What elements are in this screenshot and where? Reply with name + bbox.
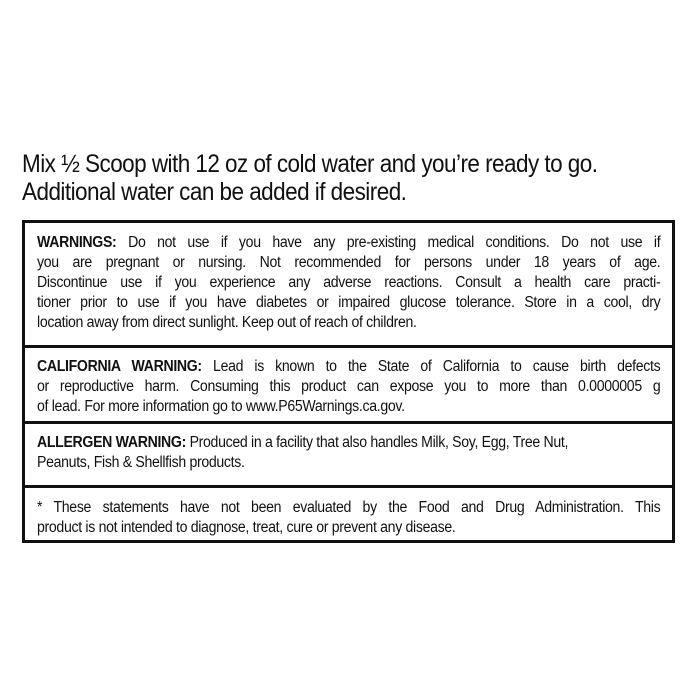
california-warning-line: of lead. For more information go to www.P65Warnings.ca.gov. [37,398,405,415]
california-warning-label: CALIFORNIA WARNING: [37,358,202,375]
general-warnings-section [25,223,672,345]
warnings-panel [22,220,675,543]
california-warning-line: Lead is known to the State of California to cause birth defects [213,358,661,375]
fda-disclaimer-line: product is not intended to diagnose, treat, cure or prevent any disease. [37,519,456,536]
allergen-warning-line: Peanuts, Fish & Shellfish products. [37,454,245,471]
california-warning-text [37,357,660,417]
california-warning-line: or reproductive harm. Consuming this product can expose you to more than 0.0000005 g [37,378,661,395]
general-warnings-line: Do not use if you have any pre-existing medical conditions. Do not use if [128,234,661,251]
fda-disclaimer-section [25,485,672,540]
general-warnings-line: location away from direct sunlight. Keep out of reach of children. [37,314,417,331]
california-warning-section [25,345,672,421]
directions-line-1: Mix ½ Scoop with 12 oz of cold water and you’re ready to go. [22,150,598,178]
general-warnings-line: tioner prior to use if you have diabetes or impaired glucose tolerance. Store in a cool, dry [37,294,661,311]
directions-line-2: Additional water can be added if desired. [22,178,407,206]
fda-disclaimer-text [37,498,660,538]
general-warnings-line: you are pregnant or nursing. Not recommended for persons under 18 years of age. [37,254,661,271]
allergen-warning-label: ALLERGEN WARNING: [37,434,186,451]
allergen-warning-line: Produced in a facility that also handles Milk, Soy, Egg, Tree Nut, [189,434,569,451]
allergen-warning-section [25,421,672,485]
general-warnings-label: WARNINGS: [37,234,117,251]
fda-disclaimer-line: * These statements have not been evaluated by the Food and Drug Administration. This [37,499,661,516]
allergen-warning-text [37,433,660,473]
general-warnings-line: Discontinue use if you experience any adverse reactions. Consult a health care practi- [37,274,661,291]
directions-text [22,150,688,206]
general-warnings-text [37,233,660,333]
